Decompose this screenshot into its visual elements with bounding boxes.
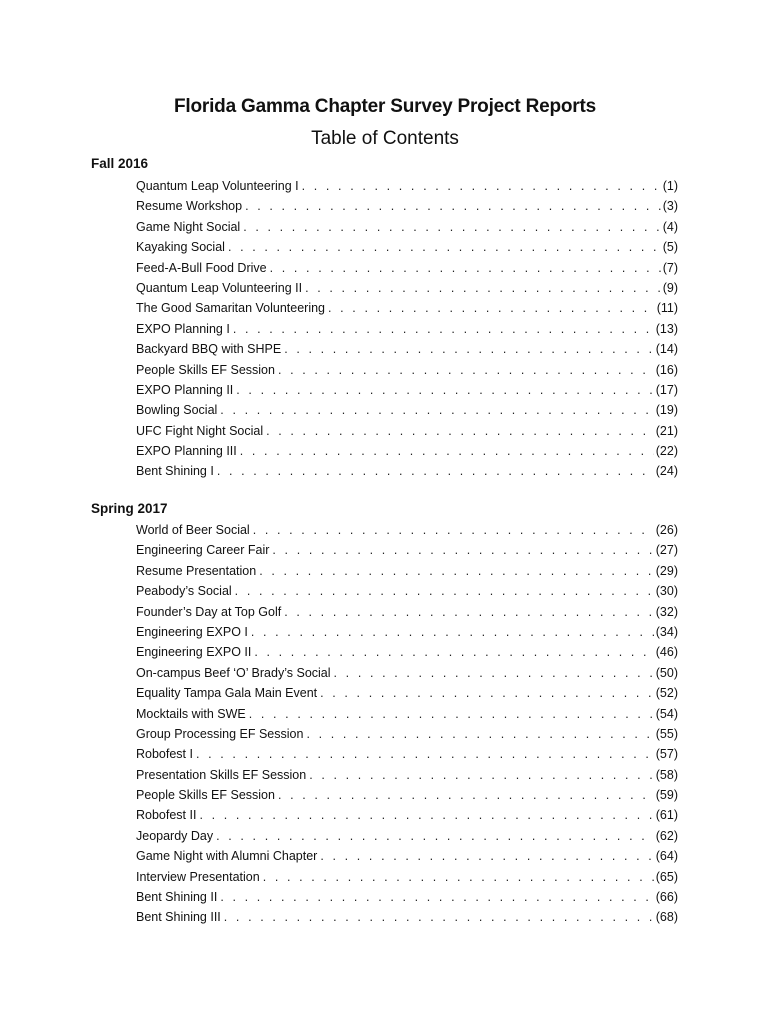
toc-entry-title: Bent Shining II <box>136 890 218 905</box>
toc-entry-page-number: (11) <box>656 301 678 316</box>
toc-entry-page-number: (64) <box>655 849 678 864</box>
toc-entry[interactable] <box>136 826 678 846</box>
toc-entry-page-number: (26) <box>655 523 678 537</box>
toc-dot-leader <box>240 441 654 461</box>
toc-entry[interactable] <box>136 704 678 724</box>
toc-dot-leader <box>199 805 653 825</box>
toc-entry-page-number: (52) <box>655 686 678 701</box>
toc-dot-leader <box>220 887 653 907</box>
toc-entry-page-number: (59) <box>655 788 678 803</box>
toc-dot-leader <box>253 520 654 540</box>
toc-entry-title: EXPO Planning I <box>136 321 230 336</box>
toc-dot-leader <box>309 765 654 785</box>
toc-entry-page-number: (65) <box>655 869 678 884</box>
toc-entry[interactable] <box>136 642 678 662</box>
toc-entry[interactable] <box>136 400 678 420</box>
toc-entry[interactable] <box>136 298 678 318</box>
toc-entry-title: World of Beer Social <box>136 523 250 537</box>
toc-entry-page-number: (17) <box>655 382 678 397</box>
toc-dot-leader <box>254 642 653 662</box>
toc-entry-page-number: (14) <box>655 342 678 357</box>
toc-dot-leader <box>320 683 654 703</box>
toc-dot-leader <box>270 258 661 278</box>
section-heading-spring-2017: Spring 2017 <box>91 501 168 516</box>
toc-entry[interactable] <box>136 744 678 764</box>
toc-heading: Table of Contents <box>311 128 459 149</box>
toc-dot-leader <box>245 196 661 216</box>
toc-dot-leader <box>243 217 661 237</box>
toc-entry[interactable] <box>136 602 678 622</box>
toc-dot-leader <box>306 724 653 744</box>
toc-entry-title: Founder’s Day at Top Golf <box>136 604 282 619</box>
toc-dot-leader <box>259 561 654 581</box>
toc-entry-page-number: (9) <box>662 280 678 295</box>
toc-entry-title: Interview Presentation <box>136 869 260 884</box>
toc-entry-page-number: (46) <box>655 645 678 660</box>
toc-entry[interactable] <box>136 846 678 866</box>
toc-entry-page-number: (54) <box>655 706 678 721</box>
section-heading-fall-2016: Fall 2016 <box>91 156 149 171</box>
toc-dot-leader <box>263 867 654 887</box>
toc-entry[interactable] <box>136 581 678 601</box>
toc-entry-page-number: (61) <box>655 808 678 823</box>
toc-entry-page-number: (50) <box>655 665 678 680</box>
toc-entry-page-number: (29) <box>655 563 678 578</box>
toc-entry[interactable] <box>136 785 678 805</box>
toc-entry-title: Resume Workshop <box>136 199 243 214</box>
toc-entry-page-number: (32) <box>655 604 678 619</box>
toc-entry-page-number: (21) <box>655 423 678 438</box>
toc-dot-leader <box>233 319 654 339</box>
toc-dot-leader <box>216 826 654 846</box>
toc-entry-title: Resume Presentation <box>136 563 257 578</box>
toc-dot-leader <box>334 663 654 683</box>
toc-entry-page-number: (4) <box>662 219 678 234</box>
toc-dot-leader <box>249 704 654 724</box>
toc-dot-leader <box>284 602 654 622</box>
toc-dot-leader <box>251 622 654 642</box>
toc-dot-leader <box>224 907 654 927</box>
toc-entry-title: EXPO Planning III <box>136 444 237 459</box>
toc-entry-title: Feed-A-Bull Food Drive <box>136 260 267 275</box>
toc-entry-page-number: (30) <box>655 584 678 599</box>
toc-entry-title: On-campus Beef ‘O’ Brady’s Social <box>136 665 331 680</box>
toc-entry-page-number: (5) <box>662 240 678 255</box>
toc-entry[interactable] <box>136 887 678 907</box>
toc-entry[interactable] <box>136 724 678 744</box>
toc-dot-leader <box>228 237 661 257</box>
toc-entry-page-number: (34) <box>655 624 678 639</box>
toc-entry[interactable] <box>136 622 678 642</box>
toc-dot-leader <box>302 176 661 196</box>
toc-entry[interactable] <box>136 380 678 400</box>
toc-entry-page-number: (55) <box>655 726 678 741</box>
toc-entry[interactable] <box>136 520 678 540</box>
toc-entry[interactable] <box>136 561 678 581</box>
toc-entry[interactable] <box>136 319 678 339</box>
toc-dot-leader <box>284 339 654 359</box>
toc-entry[interactable] <box>136 540 678 560</box>
toc-entry-page-number: (58) <box>655 767 678 782</box>
toc-entry-title: Bent Shining III <box>136 910 221 925</box>
toc-dot-leader <box>217 461 654 481</box>
toc-entry[interactable] <box>136 867 678 887</box>
toc-entry[interactable] <box>136 339 678 359</box>
toc-dot-leader <box>328 298 655 318</box>
toc-entry-title: Engineering Career Fair <box>136 543 270 558</box>
toc-entry-title: Bent Shining I <box>136 464 214 479</box>
toc-entry-title: Presentation Skills EF Session <box>136 767 307 782</box>
toc-entry-page-number: (3) <box>662 199 678 214</box>
toc-entry-page-number: (22) <box>655 444 678 459</box>
toc-entry[interactable] <box>136 421 678 441</box>
toc-entry-page-number: (1) <box>662 179 678 193</box>
toc-entry[interactable] <box>136 663 678 683</box>
toc-entry-title: Group Processing EF Session <box>136 726 304 741</box>
toc-dot-leader <box>272 540 653 560</box>
toc-entry-title: People Skills EF Session <box>136 362 275 377</box>
toc-entry[interactable] <box>136 217 678 237</box>
toc-entry[interactable] <box>136 196 678 216</box>
toc-entry-page-number: (16) <box>655 362 678 377</box>
toc-entry-title: Quantum Leap Volunteering II <box>136 280 303 295</box>
toc-entry-page-number: (24) <box>655 464 678 479</box>
toc-list-fall-2016 <box>136 176 678 482</box>
toc-entry-title: Equality Tampa Gala Main Event <box>136 686 318 701</box>
toc-dot-leader <box>220 400 653 420</box>
toc-entry-page-number: (27) <box>655 543 678 558</box>
toc-dot-leader <box>266 421 654 441</box>
toc-dot-leader <box>278 785 654 805</box>
toc-entry[interactable] <box>136 441 678 461</box>
toc-entry-title: Kayaking Social <box>136 240 225 255</box>
toc-entry-page-number: (7) <box>662 260 678 275</box>
toc-entry-title: Game Night with Alumni Chapter <box>136 849 318 864</box>
toc-entry[interactable] <box>136 360 678 380</box>
toc-entry-title: Robofest II <box>136 808 197 823</box>
toc-entry[interactable] <box>136 278 678 298</box>
toc-entry-title: Engineering EXPO I <box>136 624 248 639</box>
toc-entry-title: Backyard BBQ with SHPE <box>136 342 282 357</box>
document-title: Florida Gamma Chapter Survey Project Reports <box>174 96 596 117</box>
toc-entry-page-number: (57) <box>655 747 678 762</box>
toc-entry-title: Jeopardy Day <box>136 828 214 843</box>
toc-entry-title: Game Night Social <box>136 219 241 234</box>
toc-dot-leader <box>320 846 653 866</box>
toc-entry-title: Quantum Leap Volunteering I <box>136 179 299 193</box>
toc-entry[interactable] <box>136 683 678 703</box>
toc-entry[interactable] <box>136 258 678 278</box>
toc-entry[interactable] <box>136 907 678 927</box>
toc-entry-page-number: (62) <box>655 828 678 843</box>
toc-entry[interactable] <box>136 176 678 196</box>
toc-entry[interactable] <box>136 765 678 785</box>
toc-list-spring-2017 <box>136 520 678 928</box>
toc-dot-leader <box>236 380 653 400</box>
toc-entry[interactable] <box>136 461 678 481</box>
toc-entry-title: Bowling Social <box>136 403 218 418</box>
toc-entry-title: People Skills EF Session <box>136 788 275 803</box>
toc-entry-page-number: (13) <box>655 321 678 336</box>
toc-entry-title: Mocktails with SWE <box>136 706 246 721</box>
toc-entry-page-number: (19) <box>655 403 678 418</box>
toc-entry-title: UFC Fight Night Social <box>136 423 264 438</box>
toc-entry[interactable] <box>136 805 678 825</box>
toc-entry-title: The Good Samaritan Volunteering <box>136 301 326 316</box>
toc-dot-leader <box>305 278 661 298</box>
toc-dot-leader <box>235 581 654 601</box>
toc-entry-title: EXPO Planning II <box>136 382 234 397</box>
toc-dot-leader <box>278 360 654 380</box>
toc-entry-title: Engineering EXPO II <box>136 645 252 660</box>
toc-dot-leader <box>196 744 654 764</box>
toc-entry[interactable] <box>136 237 678 257</box>
toc-entry-title: Robofest I <box>136 747 193 762</box>
toc-entry-title: Peabody’s Social <box>136 584 232 599</box>
toc-entry-page-number: (66) <box>655 890 678 905</box>
toc-entry-page-number: (68) <box>655 910 678 925</box>
